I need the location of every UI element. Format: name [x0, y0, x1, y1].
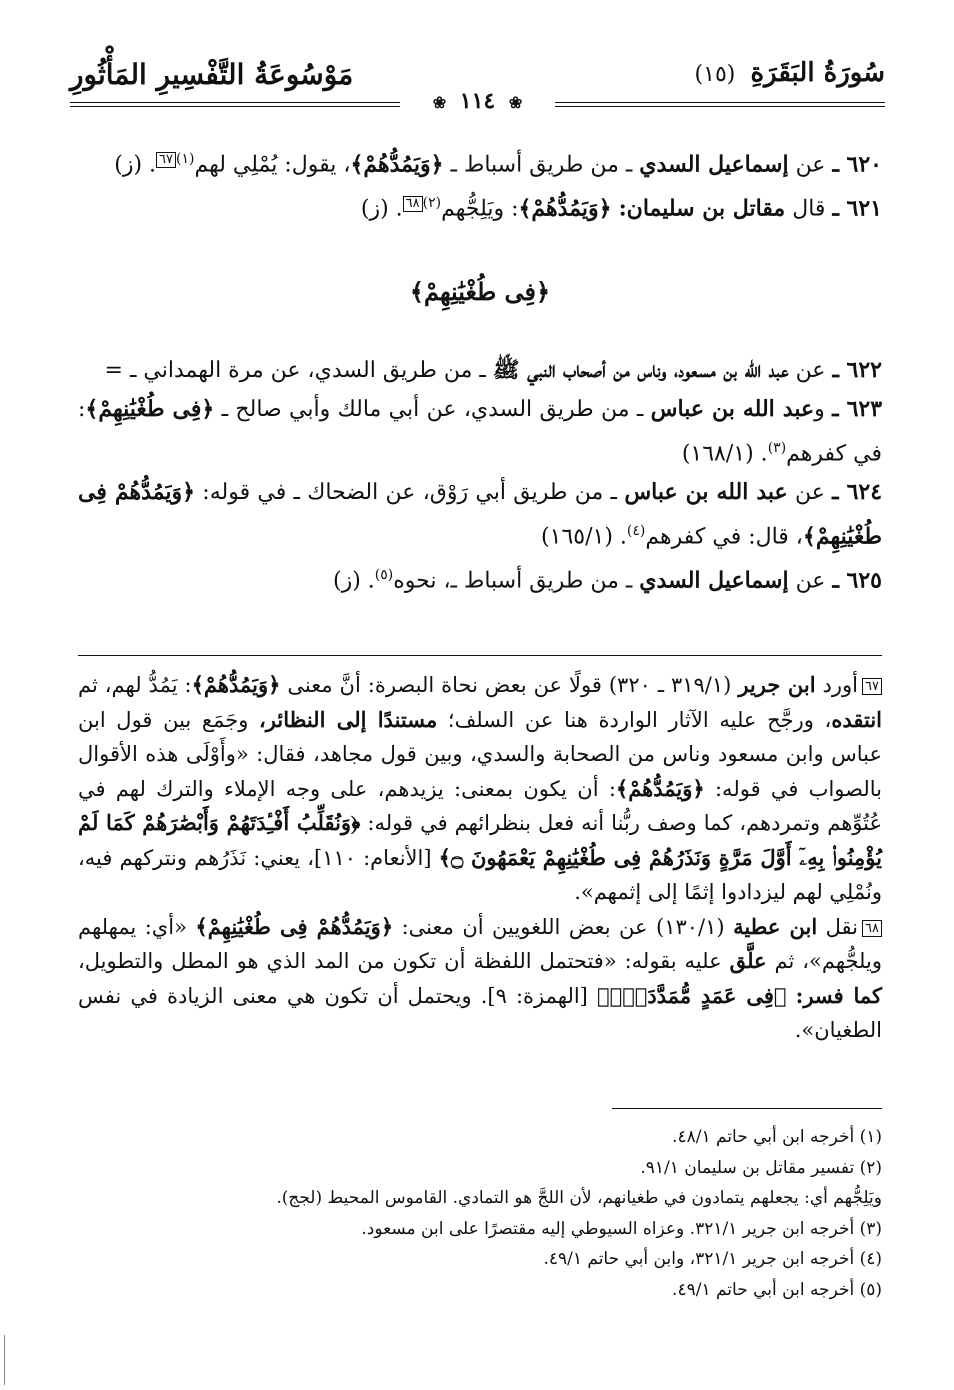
commentary-text: ، ورجَّح عليه الآثار الواردة هنا عن السلف؛ [447, 707, 832, 732]
narration-entry [78, 390, 882, 473]
narration-entry [78, 140, 882, 184]
main-text [78, 140, 882, 601]
section-heading: ﴿فِى طُغْيَٰنِهِمْ﴾ [409, 276, 551, 306]
quran-quote: ﴿فِى عَمَدٍ مُّمَدَّدَةٍۭ﴾ [596, 982, 787, 1008]
commentary-divider [78, 655, 882, 656]
commentary-text: : يَمُدُّ لهم، ثم [78, 673, 192, 697]
narration-entry [78, 351, 882, 390]
narrator-name: عبد الله بن عباس [624, 478, 788, 505]
commentary-text: (٣١٩/١ ـ ٣٢٠) قولًا عن بعض نحاة البصرة: أنَّ معنى [287, 673, 732, 697]
commentary-keyword: علَّق [729, 948, 767, 973]
footnote-ref: (١) [175, 151, 195, 167]
commentary-text: [الأنعام: ١١٠]، يعني: نَذَرُهم ونتركهم فيه، ونُمْلِي لهم ليزدادوا إثمًا إلى إثمهم». [78, 845, 882, 904]
narration-entry [78, 184, 882, 228]
footnote: ويَلِجُّهم أي: يجعلهم يتمادون في طغيانهم، لأن اللجَّ هو التمادي. القاموس المحيط (لجج). [276, 1188, 882, 1208]
footnote: (٣) أخرجه ابن جرير ٣٢١/١. وعزاه السيوطي إليه مقتصرًا على ابن مسعود. [361, 1218, 882, 1239]
ornament-icon: ❀ [508, 93, 523, 112]
entry-number: ٦٢٢ ـ [832, 356, 882, 383]
entry-text: عن [795, 568, 826, 594]
entry-text: قال [792, 196, 826, 222]
page-number-block [427, 88, 529, 114]
book-title: مَوْسُوعَةُ التَّفْسِيرِ المَأْثُورِ [70, 58, 354, 91]
narrator-name: إسماعيل السدي [639, 151, 789, 178]
footnotes [78, 1122, 882, 1305]
entry-text: عن [795, 357, 826, 383]
commentary-paragraph [78, 910, 882, 1048]
entry-number: ٦٢٠ ـ [832, 151, 882, 178]
commentary-ref: ٦٧ [156, 152, 176, 168]
commentary-text: عليه بقوله: «فتحتمل اللفظة أن تكون من المد الذي هو المطل والتطويل، [78, 949, 722, 973]
commentary-number: ٦٨ [862, 920, 882, 937]
commentary-number: ٦٧ [862, 678, 882, 695]
footnote: (٢) تفسير مقاتل بن سليمان ٩١/١. [640, 1157, 882, 1178]
header-rule [555, 106, 885, 107]
header-rule [70, 102, 400, 103]
page-header [70, 58, 885, 114]
entry-text: ـ من طريق السدي، عن مرة الهمداني ـ = [104, 357, 486, 383]
footnote-ref: (٥) [374, 567, 394, 584]
entry-text: ـ من طريق أبي رَوْق، عن الضحاك ـ في قوله: [202, 479, 618, 505]
narrator-name: عبد الله بن عباس [650, 395, 815, 422]
footnote-ref: (٣) [767, 439, 787, 456]
commentary-text: : أن يكون بمعنى: يزيدهم، على وجه الإملاء والترك لهم في عُتُوِّهم وتمردهم، كما وصف ربُّنا أنه فعل بنظرائهم في قوله: [78, 776, 882, 835]
narration-entry [78, 473, 882, 556]
entry-text: و [814, 396, 825, 422]
scholar-name: ابن جرير [738, 672, 816, 697]
commentary-paragraph [78, 668, 882, 910]
entry-end: . (ز) [332, 568, 375, 594]
entry-end: . (ز) [360, 196, 403, 222]
entry-end: . (١٦٨/١) [681, 440, 768, 466]
quran-quote: ﴿وَيَمُدُّهُمْ﴾ [518, 195, 612, 222]
quran-quote: ﴿وَيَمُدُّهُمْ﴾ [191, 672, 281, 697]
entry-text: ، يقول: يُمْلِي لهم [194, 152, 351, 178]
quran-quote: ﴿وَيَمُدُّهُمْ فِى طُغْيَٰنِهِمْ﴾ [195, 913, 394, 939]
commentary-text: «أي: يمهلهم ويلجُّهم»، ثم [78, 914, 882, 973]
footnote: (١) أخرجه ابن أبي حاتم ٤٨/١. [672, 1127, 882, 1147]
quran-quote: ﴿وَيَمُدُّهُمْ﴾ [615, 775, 705, 801]
entry-number: ٦٢٣ ـ [832, 395, 883, 422]
entry-text: ـ من طريق أسباط ـ [450, 152, 633, 178]
footnote-rule [612, 1108, 882, 1109]
surah-name: سُورَةُ البَقَرَةِ [750, 58, 885, 88]
footnote: (٤) أخرجه ابن جرير ٣٢١/١، وابن أبي حاتم ٤٩/١. [543, 1249, 882, 1269]
footnote: (٥) أخرجه ابن أبي حاتم ٤٩/١. [672, 1279, 882, 1300]
commentary-keyword: كما فسر: [795, 982, 882, 1008]
quran-quote: ﴿وَيَمُدُّهُمْ﴾ [350, 151, 444, 178]
header-rule [555, 102, 885, 103]
entry-end: . (١٦٥/١) [541, 524, 627, 550]
footnote-ref: (٢) [422, 195, 442, 212]
narrator-name: إسماعيل السدي [639, 567, 789, 594]
commentary-text: أورد [822, 673, 858, 697]
narration-entry [78, 556, 882, 600]
entry-end: . (ز) [114, 152, 157, 178]
commentary-section [78, 668, 882, 1048]
entry-text: ، قال: في كفرهم [645, 524, 803, 550]
narrator-name: عبد الله بن مسعود، وناس من أصحاب النبي ﷺ [492, 356, 789, 383]
entry-text: ـ من طريق أسباط ـ، نحوه [393, 568, 633, 594]
commentary-text: [الهمزة: ٩]. ويحتمل أن تكون هي معنى الزيادة في نفس الطغيان». [78, 983, 882, 1042]
commentary-text: نقل [825, 914, 859, 939]
commentary-ref: ٦٨ [403, 196, 423, 212]
page-number: ١١٤ [459, 88, 496, 114]
narrator-name: مقاتل بن سليمان: [618, 195, 786, 222]
entry-text: عن [795, 152, 826, 178]
verse-number: (١٥) [694, 62, 736, 87]
commentary-keyword: انتقده [831, 706, 883, 732]
entry-text: : ويَلِجُّهم [441, 196, 519, 222]
header-rule [70, 106, 400, 107]
quran-quote: ﴿فِى طُغْيَٰنِهِمْ﴾ [85, 395, 215, 422]
scan-edge-mark [4, 1335, 7, 1385]
quran-quote: ﴿وَنُقَلِّبُ أَفْـِٔدَتَهُمْ وَأَبْصَٰرَهُمْ كَمَا لَمْ يُؤْمِنُوا۟ بِهِۦٓ أَوَّلَ مَرَّةٍ وَنَذَرُهُمْ فِى طُغْيَٰنِهِمْ يَعْمَهُونَ ۝﴾ [78, 810, 882, 870]
commentary-keyword: مستندًا إلى النظائر، [259, 706, 438, 732]
ornament-icon: ❀ [432, 93, 447, 112]
entry-text: ـ من طريق السدي، عن أبي مالك وأبي صالح ـ [221, 396, 644, 422]
scholar-name: ابن عطية [733, 913, 818, 939]
entry-text: : في كفرهم [78, 396, 882, 466]
surah-title [695, 58, 885, 88]
entry-number: ٦٢٥ ـ [832, 567, 882, 594]
entry-text: عن [794, 479, 825, 505]
footnote-ref: (٤) [626, 522, 646, 539]
entry-number: ٦٢١ ـ [832, 195, 882, 222]
quran-quote: ﴿وَيَمُدُّهُمْ فِى طُغْيَٰنِهِمْ﴾ [78, 478, 882, 550]
commentary-text: وجَمَع بين قول ابن عباس وابن مسعود وناس من الصحابة والسدي، وبين قول مجاهد، فقال: «وأَوْلَى هذه الأقوال بالصواب في قوله: [78, 707, 882, 801]
commentary-text: (١٣٠/١) عن بعض اللغويين أن معنى: [401, 914, 725, 939]
entry-number: ٦٢٤ ـ [832, 478, 883, 505]
